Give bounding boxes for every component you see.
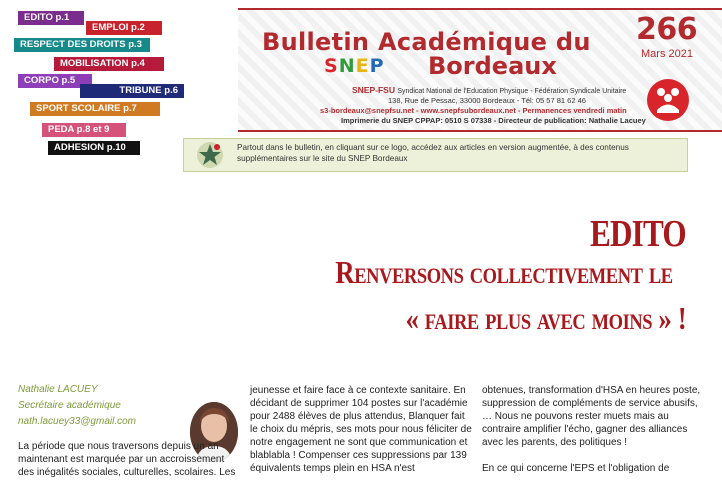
notice-text: Partout dans le bulletin, en cliquant sur ce logo, accédez aux articles en version augmentée, à des contenus supplémentaires sur le site du SNEP Bordeaux <box>237 143 629 163</box>
article-column-3-paragraph-2: En ce qui concerne l'EPS et l'obligation de <box>482 463 670 474</box>
nav-tag-corpo[interactable]: CORPO p.5 <box>18 74 92 88</box>
union-full-name: Syndicat National de l'Education Physique - Fédération Syndicale Unitaire <box>397 88 627 95</box>
snep-logo-icon[interactable] <box>647 79 689 121</box>
bulletin-city: Bordeaux <box>428 52 557 80</box>
union-name: SNEP-FSU <box>352 85 395 95</box>
headline-line-1: Renversons collectivement le <box>335 254 673 290</box>
headline-line-2: « faire plus avec moins » ! <box>405 300 686 336</box>
snep-letter-s: S <box>324 55 339 77</box>
author-email[interactable]: nath.lacuey33@gmail.com <box>18 416 136 427</box>
article-column-1: La période que nous traversons depuis un an maintenant est marquée par un accroissement des inégalités sociales, culturelles, scolaires. Les <box>18 441 236 478</box>
snep-letter-n: N <box>338 55 356 77</box>
star-link-icon[interactable] <box>196 141 224 169</box>
union-label <box>352 86 626 96</box>
issue-number: 266 <box>636 12 698 47</box>
nav-tag-tribune[interactable]: TRIBUNE p.6 <box>80 84 184 98</box>
snep-letter-e: E <box>355 55 370 77</box>
nav-tag-respect-des-droits[interactable]: RESPECT DES DROITS p.3 <box>14 38 150 52</box>
article-column-3 <box>482 384 704 475</box>
section-kicker: EDITO <box>590 213 686 255</box>
nav-tag-edito[interactable]: EDITO p.1 <box>18 11 84 25</box>
snep-letter-p: P <box>369 55 385 77</box>
nav-tag-peda[interactable]: PEDA p.8 et 9 <box>42 123 126 137</box>
snep-wordmark <box>324 55 385 77</box>
article-column-2: jeunesse et faire face à ce contexte sanitaire. En décidant de supprimer 104 postes sur l'académie pour 2488 élèves de plus attendus, Blanquer fait le choix du mépris, ses mots pour nous féliciter de notre engagement ne sont que communication et blablabla ! Compenser ces suppressions par 139 équivalents temps plein en HSA n'est <box>250 385 472 474</box>
issue-date: Mars 2021 <box>641 48 693 60</box>
nav-tag-sport-scolaire[interactable]: SPORT SCOLAIRE p.7 <box>30 102 160 116</box>
nav-tag-adhesion[interactable]: ADHESION p.10 <box>48 141 140 155</box>
bulletin-title: Bulletin Académique du <box>262 28 591 56</box>
author-role: Secrétaire académique <box>18 400 121 411</box>
publication-imprint: Imprimerie du SNEP CPPAP: 0510 S 07338 - Directeur de publication: Nathalie Lacuey <box>341 116 646 125</box>
union-contact[interactable]: s3-bordeaux@snepfsu.net - www.snepfsubordeaux.net - Permanences vendredi matin <box>320 106 627 115</box>
article-column-3-paragraph-1: obtenues, transformation d'HSA en heures poste, suppression de compléments de service abusifs, … Nous ne pouvons rester muets mais au contraire amplifier l'écho, gagner des alliances avec les parents, des politiques ! <box>482 385 701 448</box>
nav-tag-emploi[interactable]: EMPLOI p.2 <box>86 21 162 35</box>
union-address: 138, Rue de Pessac, 33000 Bordeaux - Tél: 05 57 81 62 46 <box>388 96 586 105</box>
author-name: Nathalie LACUEY <box>18 384 98 395</box>
nav-tag-mobilisation[interactable]: MOBILISATION p.4 <box>54 57 164 71</box>
